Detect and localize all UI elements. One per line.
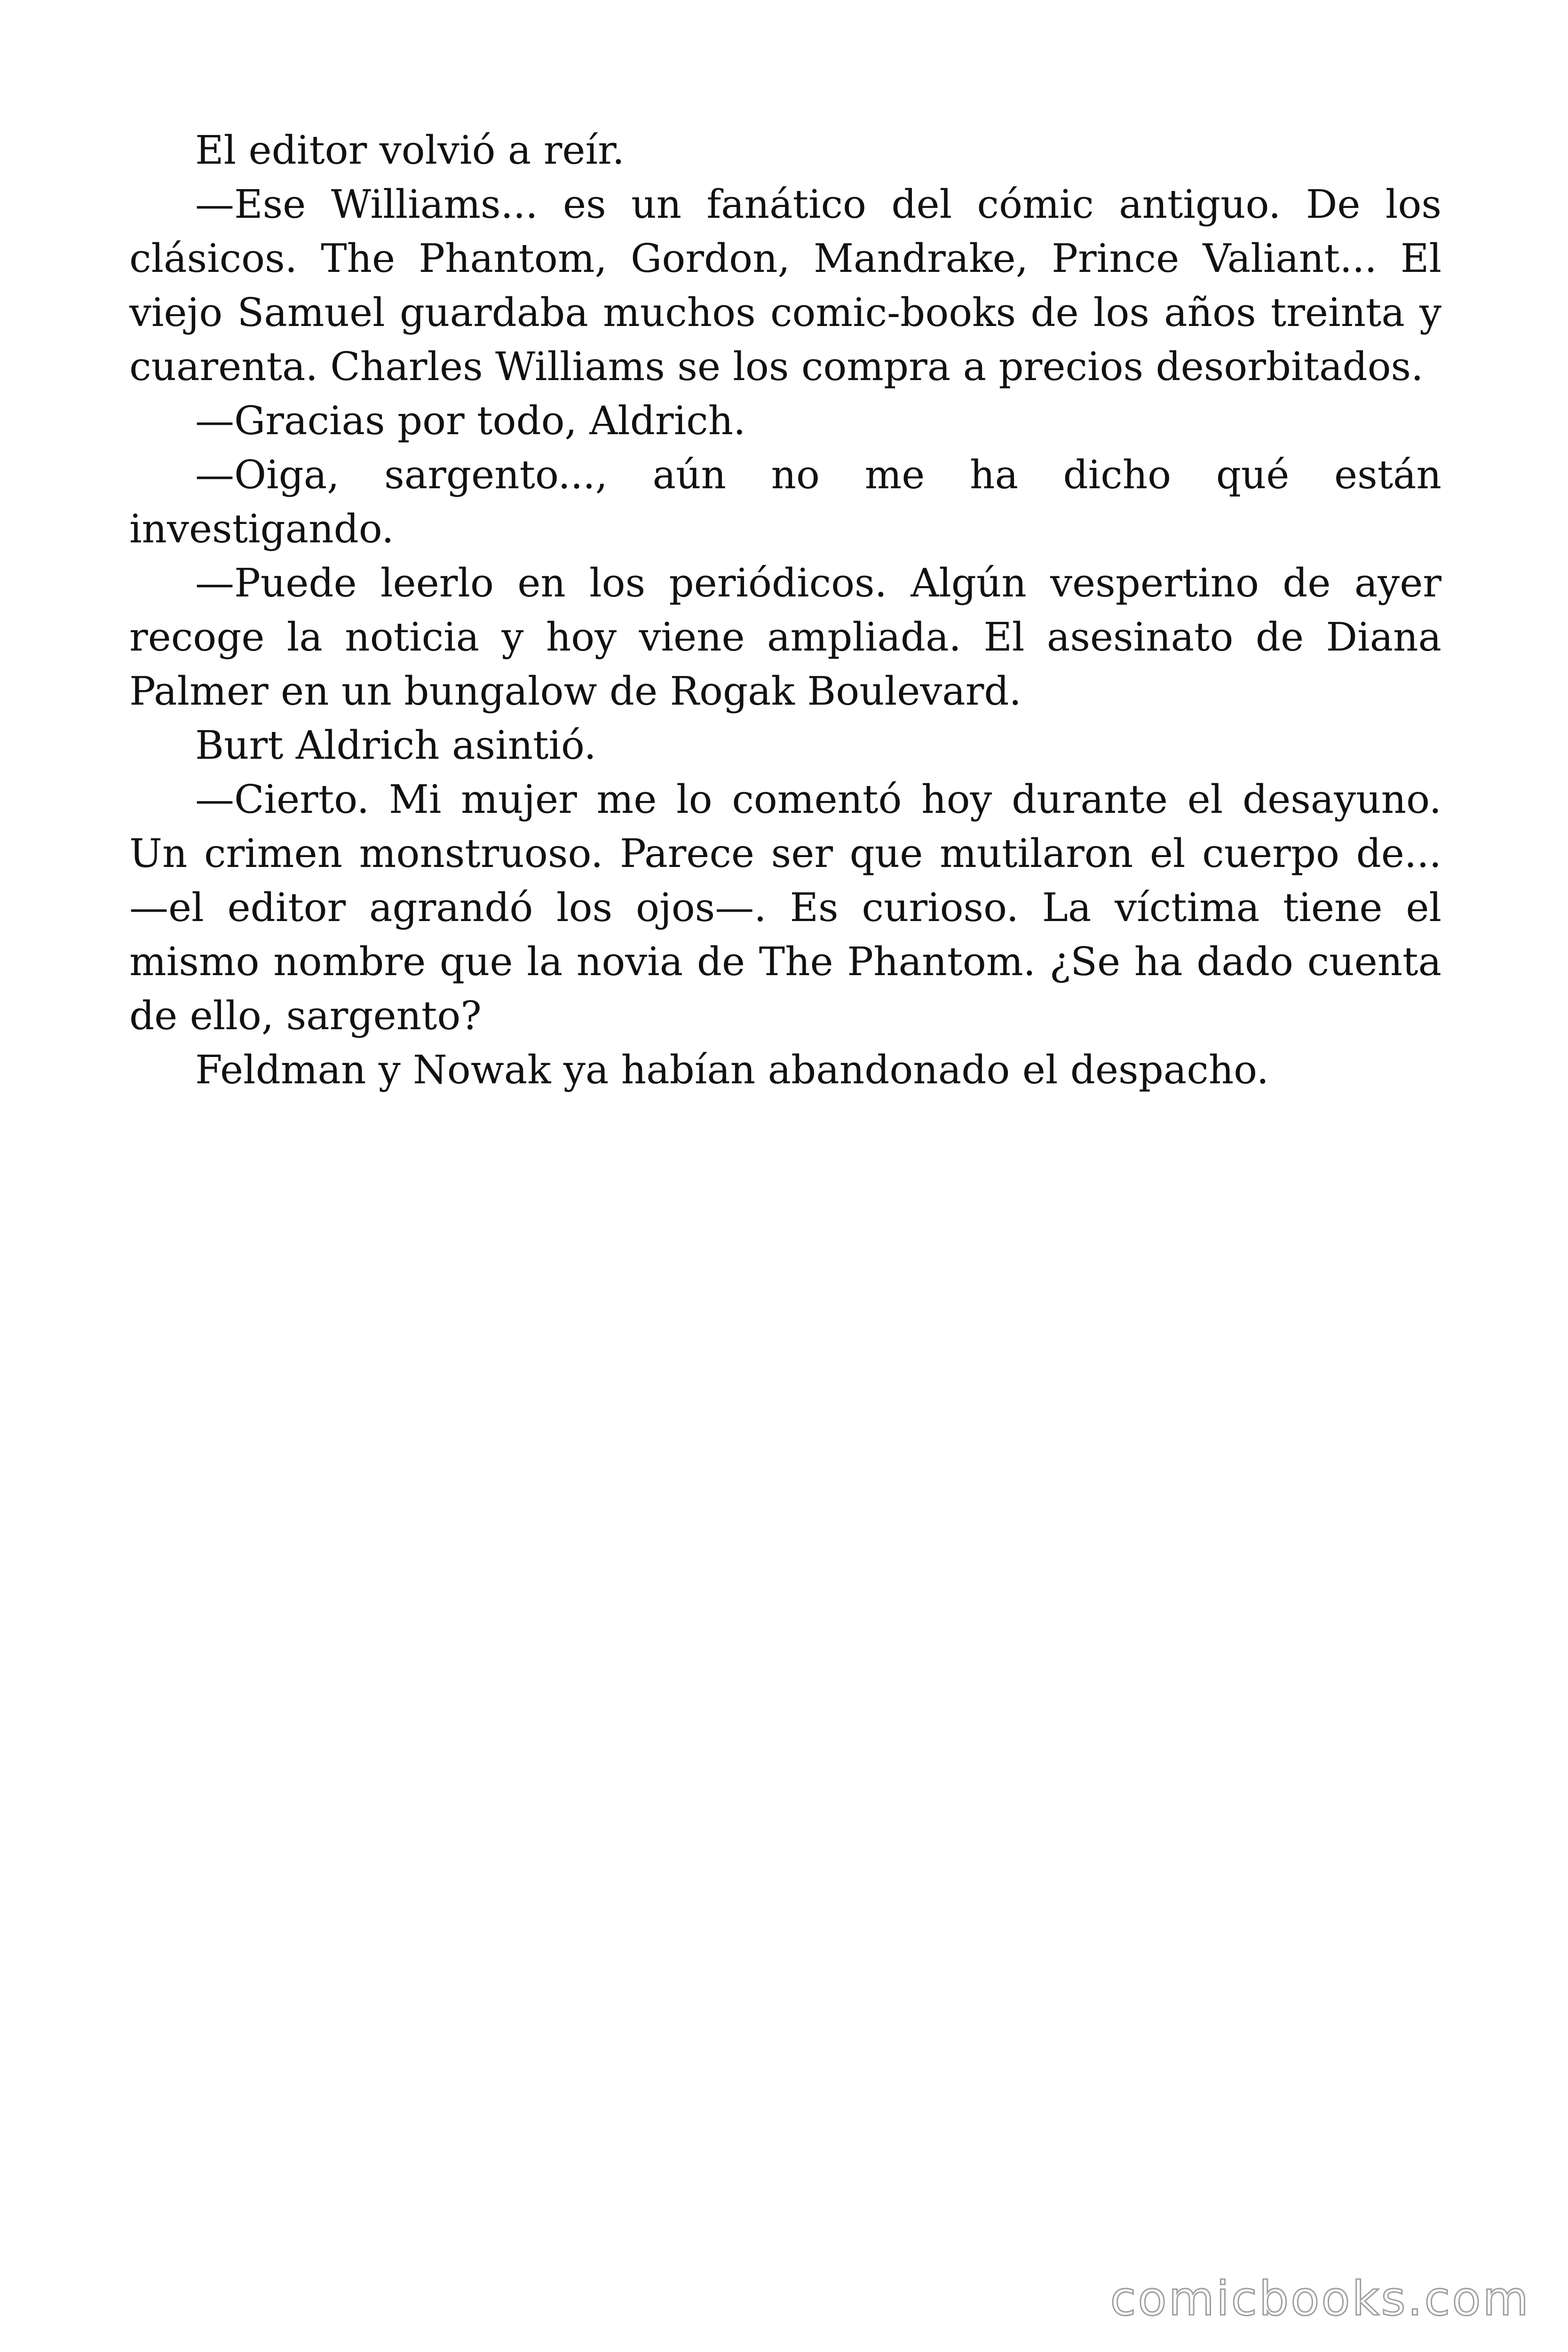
paragraph: —Gracias por todo, Aldrich. <box>195 398 746 444</box>
paragraph: —Ese Williams... es un fanático del cómic antiguo. De los clásicos. The Phantom, Gordon, Mandrake, Prince Valiant... El viejo Samuel guardaba muchos comic-books de los años treinta y cuarenta. Charles Williams se los compra a precios desorbitados. <box>129 182 1441 389</box>
paragraph: —Puede leerlo en los periódicos. Algún vespertino de ayer recoge la noticia y hoy viene ampliada. El asesinato de Diana Palmer en un bungalow de Rogak Boulevard. <box>129 560 1441 714</box>
watermark: comicbooks.com <box>1110 2271 1530 2326</box>
paragraph: Feldman y Nowak ya habían abandonado el despacho. <box>195 1047 1269 1093</box>
paragraph: —Cierto. Mi mujer me lo comentó hoy durante el desayuno. Un crimen monstruoso. Parece ser que mutilaron el cuerpo de... —el editor agrandó los ojos—. Es curioso. La víctima tiene el mismo nombre que la novia de The Phantom. ¿Se ha dado cuenta de ello, sargento? <box>129 777 1441 1039</box>
paragraph: Burt Aldrich asintió. <box>195 723 596 768</box>
paragraph: —Oiga, sargento..., aún no me ha dicho qué están investigando. <box>129 452 1441 552</box>
body-text <box>129 123 1441 1097</box>
paragraph: El editor volvió a reír. <box>195 127 625 173</box>
